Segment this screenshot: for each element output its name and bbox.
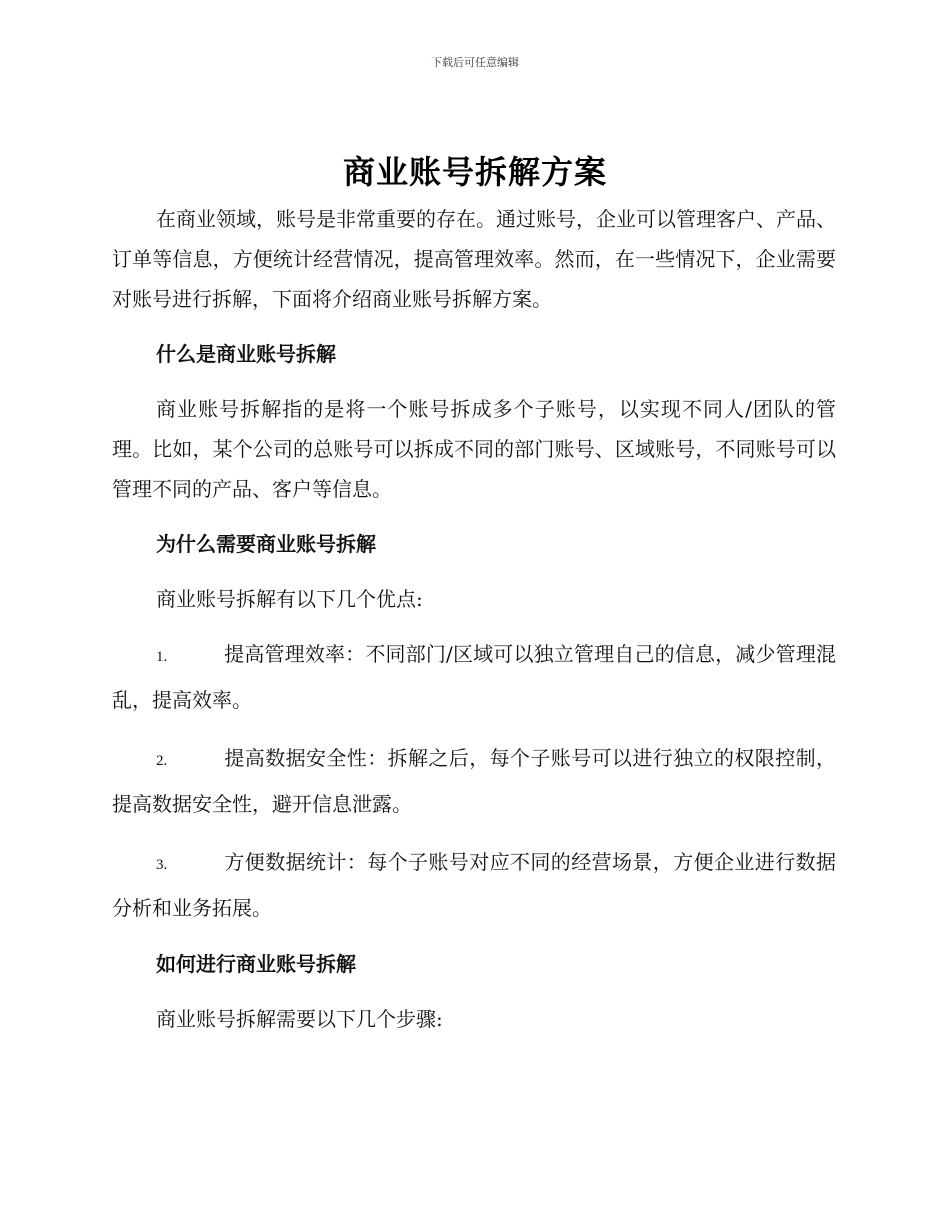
document-body <box>112 199 836 1039</box>
section-paragraph-how: 商业账号拆解需要以下几个步骤: <box>156 1007 443 1031</box>
intro-paragraph: 在商业领域，账号是非常重要的存在。通过账号，企业可以管理客户、产品、订单等信息，方便统计经营情况，提高管理效率。然而，在一些情况下，企业需要对账号进行拆解，下面将介绍商业账号拆解方案。 <box>112 207 836 311</box>
list-item-text: 方便数据统计：每个子账号对应不同的经营场景，方便企业进行数据分析和业务拓展。 <box>112 850 836 920</box>
list-item <box>112 633 836 722</box>
document-title: 商业账号拆解方案 <box>342 153 607 191</box>
section-heading-what: 什么是商业账号拆解 <box>156 342 336 366</box>
page-header-note: 下载后可任意编辑 <box>431 56 519 69</box>
section-heading-why: 为什么需要商业账号拆解 <box>156 532 376 556</box>
list-item-number: 3. <box>156 857 168 873</box>
list-item <box>112 841 836 930</box>
list-item-number: 1. <box>156 649 168 665</box>
list-item-text: 提高数据安全性：拆解之后，每个子账号可以进行独立的权限控制，提高数据安全性，避开信息泄露。 <box>112 746 836 816</box>
list-item-text: 提高管理效率：不同部门/区域可以独立管理自己的信息，减少管理混乱，提高效率。 <box>112 642 836 712</box>
list-item-number: 2. <box>156 753 168 769</box>
list-item <box>112 737 836 826</box>
section-paragraph-why: 商业账号拆解有以下几个优点: <box>156 587 423 611</box>
section-paragraph-what: 商业账号拆解指的是将一个账号拆成多个子账号，以实现不同人/团队的管理。比如，某个公司的总账号可以拆成不同的部门账号、区域账号，不同账号可以管理不同的产品、客户等信息。 <box>112 397 836 501</box>
section-heading-how: 如何进行商业账号拆解 <box>156 952 356 976</box>
